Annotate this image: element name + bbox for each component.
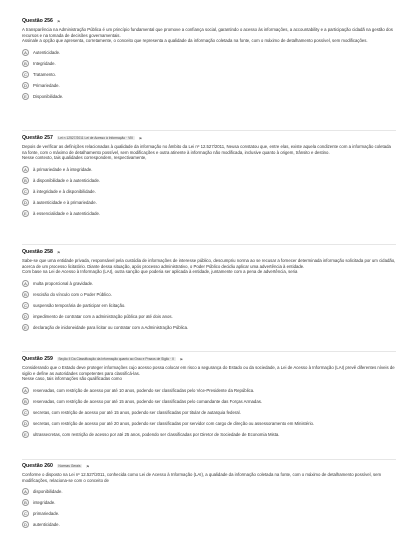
statement-paragraph: Nesse caso, tais informações são qualificadas como xyxy=(22,376,122,382)
question-header xyxy=(22,355,396,363)
subject-tag: Normas Gerais xyxy=(58,464,81,468)
option-letter-badge[interactable]: A xyxy=(22,166,29,173)
answer-option-d[interactable] xyxy=(22,418,396,429)
answer-option-d[interactable] xyxy=(22,197,396,208)
option-letter-badge[interactable]: D xyxy=(22,82,29,89)
subject-tag: Seção II Da Classificação da Informação quanto ao Grau e Prazos de Sigilo · II xyxy=(58,357,174,361)
option-text[interactable]: secretas, com restrição de acesso por até 15 anos, podendo ser classificadas por titular de autarquia federal. xyxy=(33,409,241,415)
option-text[interactable]: reservadas, com restrição de acesso por até 15 anos, podendo ser classificadas pelo comandante das Forças Armadas. xyxy=(33,398,263,404)
option-text[interactable]: declaração de inidoneidade para licitar ou contratar com a Administração Pública. xyxy=(33,324,189,330)
answer-option-a[interactable] xyxy=(22,164,396,175)
option-letter-badge[interactable]: E xyxy=(22,431,29,438)
flag-icon[interactable]: ⚑ xyxy=(86,463,90,469)
answer-option-e[interactable] xyxy=(22,429,396,440)
option-letter-badge[interactable]: D xyxy=(22,199,29,206)
option-text[interactable]: à integridade e à disponibilidade. xyxy=(33,188,96,194)
question-statement xyxy=(22,472,396,483)
option-letter-badge[interactable]: E xyxy=(22,324,29,331)
option-text[interactable]: primariedade. xyxy=(33,511,60,517)
question-header xyxy=(22,134,396,142)
option-letter-badge[interactable]: B xyxy=(22,60,29,67)
option-letter-badge[interactable]: A xyxy=(22,280,29,287)
answer-option-c[interactable] xyxy=(22,69,396,80)
statement-paragraph: Nesse contexto, tais qualidades correspondem, respectivamente, xyxy=(22,155,147,161)
statement-paragraph: Com base na Lei de Acesso à Informação (LAI), outra sanção que poderia ser aplicada à entidade, juntamente com a pena de advertência, seria xyxy=(22,269,298,275)
option-text[interactable]: impedimento de contratar com a administração pública por até dois anos. xyxy=(33,313,173,319)
flag-icon[interactable]: ⚑ xyxy=(56,18,61,24)
question-260 xyxy=(22,462,396,530)
answer-option-c[interactable] xyxy=(22,300,396,311)
answer-option-b[interactable] xyxy=(22,289,396,300)
option-letter-badge[interactable]: C xyxy=(22,409,29,416)
option-text[interactable]: ultrassecretas, com restrição de acesso por até 25 anos, podendo ser classificadas por Diretor de Sociedade de Economia Mista. xyxy=(33,431,280,437)
statement-paragraph: Assinale a opção que apresenta, corretamente, o conceito que representa a qualidade da informação coletada na fonte, com o máximo de detalhamento possível, sem modificações. xyxy=(22,38,368,44)
option-text[interactable]: reservadas, com restrição de acesso por até 10 anos, podendo ser classificadas pelo Vice-Presidente da República. xyxy=(33,387,255,393)
answer-option-a[interactable] xyxy=(22,47,396,58)
answer-options xyxy=(22,47,396,102)
subject-tag: Lei n 12527/2011 Lei de Acesso à Informação · VIII xyxy=(58,136,134,140)
answer-options xyxy=(22,278,396,333)
question-title: Questão 256 xyxy=(22,18,53,24)
answer-option-e[interactable] xyxy=(22,208,396,219)
statement-paragraph: Sabe-se que uma entidade privada, responsável pela custódia de informações de interesse público, descumpriu norma ao se recusar a fornecer determinada informação solicitada por um cidadão, acerca de um processo licitatório. Diante dessa situação, após processo administrativo, o Poder Público decidiu aplicar uma advertência à entidade. xyxy=(22,258,396,269)
option-letter-badge[interactable]: B xyxy=(22,177,29,184)
option-letter-badge[interactable]: C xyxy=(22,302,29,309)
option-letter-badge[interactable]: A xyxy=(22,387,29,394)
option-text[interactable]: autenticidade. xyxy=(33,522,60,528)
option-text[interactable]: à disponibilidade e à autenticidade. xyxy=(33,177,101,183)
option-text[interactable]: Tratamento. xyxy=(33,71,57,77)
answer-options xyxy=(22,385,396,440)
statement-paragraph: A transparência na Administração Pública é um princípio fundamental que promove a confiança social, garantindo o acesso às informações, a accountability e a participação cidadã na gestão dos recursos e na tomada de decisões governamentais. xyxy=(22,27,393,38)
option-letter-badge[interactable]: B xyxy=(22,499,29,506)
option-text[interactable]: secretas, com restrição de acesso por até 20 anos, podendo ser classificadas por servidor com cargo de direção ou assessoramento em Ministério. xyxy=(33,420,315,426)
answer-option-a[interactable] xyxy=(22,278,396,289)
question-header xyxy=(22,17,396,25)
answer-option-a[interactable] xyxy=(22,486,396,497)
option-letter-badge[interactable]: C xyxy=(22,71,29,78)
flag-icon[interactable]: ⚑ xyxy=(179,356,184,362)
option-text[interactable]: disponibilidade. xyxy=(33,489,63,495)
option-letter-badge[interactable]: D xyxy=(22,521,29,528)
answer-option-c[interactable] xyxy=(22,508,396,519)
flag-icon[interactable]: ⚑ xyxy=(138,135,143,141)
option-letter-badge[interactable]: E xyxy=(22,210,29,217)
option-letter-badge[interactable]: C xyxy=(22,510,29,517)
answer-option-d[interactable] xyxy=(22,80,396,91)
question-divider xyxy=(22,351,396,352)
question-title: Questão 260 xyxy=(22,463,53,469)
question-divider xyxy=(22,244,396,245)
question-header xyxy=(22,462,396,470)
statement-paragraph: Conforme o disposto na Lei nº 12.527/2011, conhecida como Lei de Acesso à Informação (LAI), a qualidade da informação coletada na fonte, com o máximo de detalhamento possível, sem modificações, relaciona-se com o conceito de xyxy=(22,472,382,483)
option-text[interactable]: à autenticidade e à primariedade. xyxy=(33,199,97,205)
question-259 xyxy=(22,355,396,440)
answer-option-c[interactable] xyxy=(22,407,396,418)
statement-paragraph: Depois de verificar as definições relacionadas à qualidade da informação no âmbito da Lei nº 12.527/2011, Neusa constatou que, entre elas, existe aquela condizente com a informação coletada na fonte, com o máximo de detalhamento possível, sem modificações e outra atinente à informação não modificada, inclusive quanto à origem, trânsito e destino. xyxy=(22,144,391,155)
statement-paragraph: Considerando que o Estado deve proteger informações cujo acesso possa colocar em risco a segurança do Estado ou da sociedade, a Lei de Acesso à Informação (LAI) prevê diferentes níveis de sigilo e define as autoridades competentes para classificá-las. xyxy=(22,365,395,376)
option-letter-badge[interactable]: A xyxy=(22,488,29,495)
answer-option-a[interactable] xyxy=(22,385,396,396)
option-letter-badge[interactable]: C xyxy=(22,188,29,195)
option-letter-badge[interactable]: B xyxy=(22,291,29,298)
option-text[interactable]: à essencialidade e à autenticidade. xyxy=(33,210,101,216)
answer-option-e[interactable] xyxy=(22,91,396,102)
question-statement xyxy=(22,144,396,161)
answer-option-b[interactable] xyxy=(22,175,396,186)
question-257 xyxy=(22,134,396,219)
option-text[interactable]: Primariedade. xyxy=(33,82,60,88)
flag-icon[interactable]: ⚑ xyxy=(56,249,61,255)
answer-option-b[interactable] xyxy=(22,396,396,407)
answer-option-b[interactable] xyxy=(22,58,396,69)
answer-options xyxy=(22,164,396,219)
answer-option-c[interactable] xyxy=(22,186,396,197)
option-text[interactable]: Disponibilidade. xyxy=(33,93,64,99)
option-letter-badge[interactable]: D xyxy=(22,420,29,427)
option-text[interactable]: à primariedade e à integridade. xyxy=(33,166,93,172)
question-statement xyxy=(22,365,396,382)
answer-option-e[interactable] xyxy=(22,322,396,333)
question-divider xyxy=(22,130,396,131)
question-divider xyxy=(22,459,396,460)
question-statement xyxy=(22,258,396,275)
option-text[interactable]: multa proporcional à gravidade. xyxy=(33,280,94,286)
option-letter-badge[interactable]: B xyxy=(22,398,29,405)
option-letter-badge[interactable]: D xyxy=(22,313,29,320)
option-letter-badge[interactable]: A xyxy=(22,49,29,56)
option-text[interactable]: integridade. xyxy=(33,500,56,506)
option-text[interactable]: suspensão temporária de participar em licitação. xyxy=(33,302,126,308)
question-258 xyxy=(22,248,396,333)
question-statement xyxy=(22,27,396,44)
option-text[interactable]: Integridade. xyxy=(33,60,56,66)
question-title: Questão 259 xyxy=(22,356,53,362)
option-text[interactable]: Autenticidade. xyxy=(33,49,61,55)
option-text[interactable]: rescisão do vínculo com o Poder Público. xyxy=(33,291,112,297)
answer-option-b[interactable] xyxy=(22,497,396,508)
question-title: Questão 258 xyxy=(22,249,53,255)
answer-option-d[interactable] xyxy=(22,311,396,322)
question-title: Questão 257 xyxy=(22,135,53,141)
question-256 xyxy=(22,17,396,102)
question-header xyxy=(22,248,396,256)
answer-option-d[interactable] xyxy=(22,519,396,530)
answer-options xyxy=(22,486,396,530)
option-letter-badge[interactable]: E xyxy=(22,93,29,100)
